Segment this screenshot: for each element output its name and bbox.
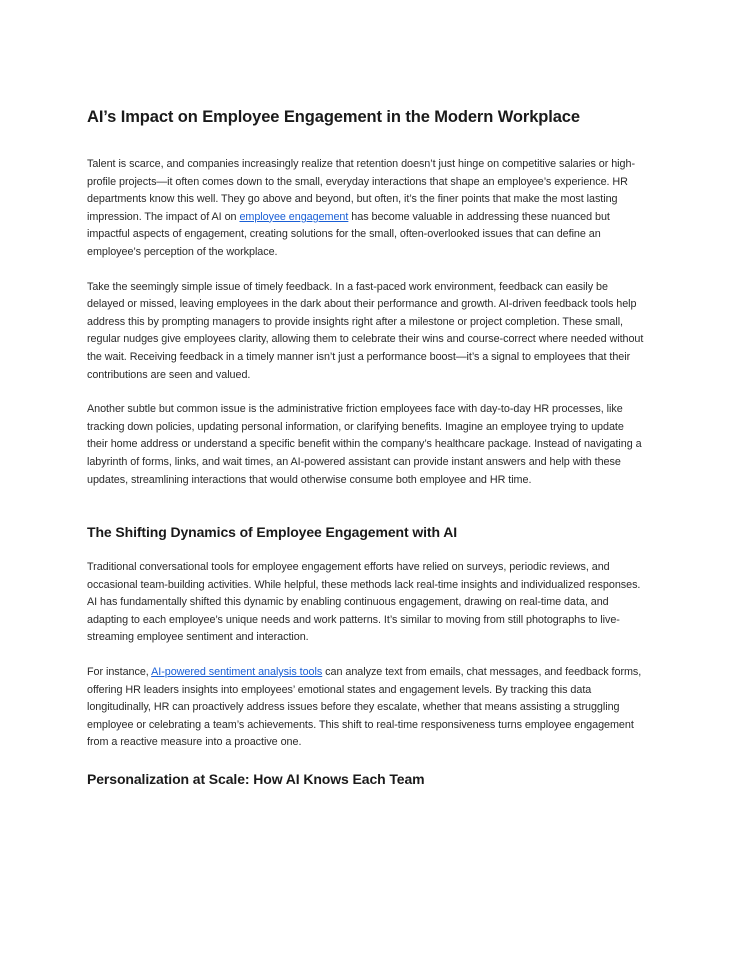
section1-paragraph-1: Traditional conversational tools for employee engagement efforts have relied on surveys, periodic reviews, and occasional team-building activities. While helpful, these methods lack real-time insights and individualized responses. AI has fundamentally shifted this dynamic by enabling continuous engagement, drawing on real-time data, and adapting to each employee’s unique needs and work patterns. It’s similar to moving from still photographs to live-streaming employee sentiment and interaction. — [87, 561, 641, 644]
intro-p1-text-before: Talent is scarce, and companies increasingly realize that retention doesn’t just hinge on competitive salaries or high-profile projects—it often comes down to the small, everyday interactions that shape an employee’s experience. HR departments know this well. They go above and beyond, but often, it’s the finer points that make the most lasting impression. The impact of AI on — [87, 158, 635, 223]
section1-paragraph-2 — [87, 664, 647, 752]
section1-p2-text-before: For instance, — [87, 666, 152, 679]
intro-paragraph-2: Take the seemingly simple issue of timely feedback. In a fast-paced work environment, feedback can easily be delayed or missed, leaving employees in the dark about their performance and growth. AI-driven feedback tools help address this by prompting managers to provide insights right after a milestone or project completion. These small, regular nudges give employees clarity, allowing them to celebrate their wins and course-correct where needed without the wait. Receiving feedback in a timely manner isn’t just a performance boost—it’s a signal to employees that their contributions are seen and valued. — [87, 280, 644, 381]
sentiment-analysis-tools-link[interactable]: AI-powered sentiment analysis tools — [151, 666, 323, 679]
section-heading-shifting-dynamics: The Shifting Dynamics of Employee Engagement with AI — [87, 524, 457, 541]
section1-p2-text-after: can analyze text from emails, chat messages, and feedback forms, offering HR leaders insights into employees’ emotional states and engagement levels. By tracking this data longitudinally, HR can proactively address issues before they escalate, whether that means assisting a struggling employee or celebrating a team’s achievements. This shift to real-time responsiveness turns employee engagement from a reactive measure into a proactive one. — [87, 666, 642, 749]
intro-paragraph-3: Another subtle but common issue is the administrative friction employees face with day-to-day HR processes, like tracking down policies, updating personal information, or clarifying benefits. Imagine an employee trying to update their home address or understand a specific benefit within the company’s healthcare package. Instead of navigating a labyrinth of forms, links, and wait times, an AI-powered assistant can provide instant answers and help with these updates, streamlining interactions that would otherwise consume both employee and HR time. — [87, 403, 642, 486]
intro-p1-text-after: has become valuable in addressing these nuanced but impactful aspects of engagement, creating solutions for the small, often-overlooked issues that can define an employee’s perception of the workplace. — [87, 210, 610, 258]
document-page — [87, 106, 647, 789]
intro-paragraph-1 — [87, 156, 647, 262]
employee-engagement-link[interactable]: employee engagement — [239, 210, 349, 223]
section-heading-personalization: Personalization at Scale: How AI Knows Each Team — [87, 771, 425, 788]
page-title: AI’s Impact on Employee Engagement in the Modern Workplace — [87, 108, 580, 126]
